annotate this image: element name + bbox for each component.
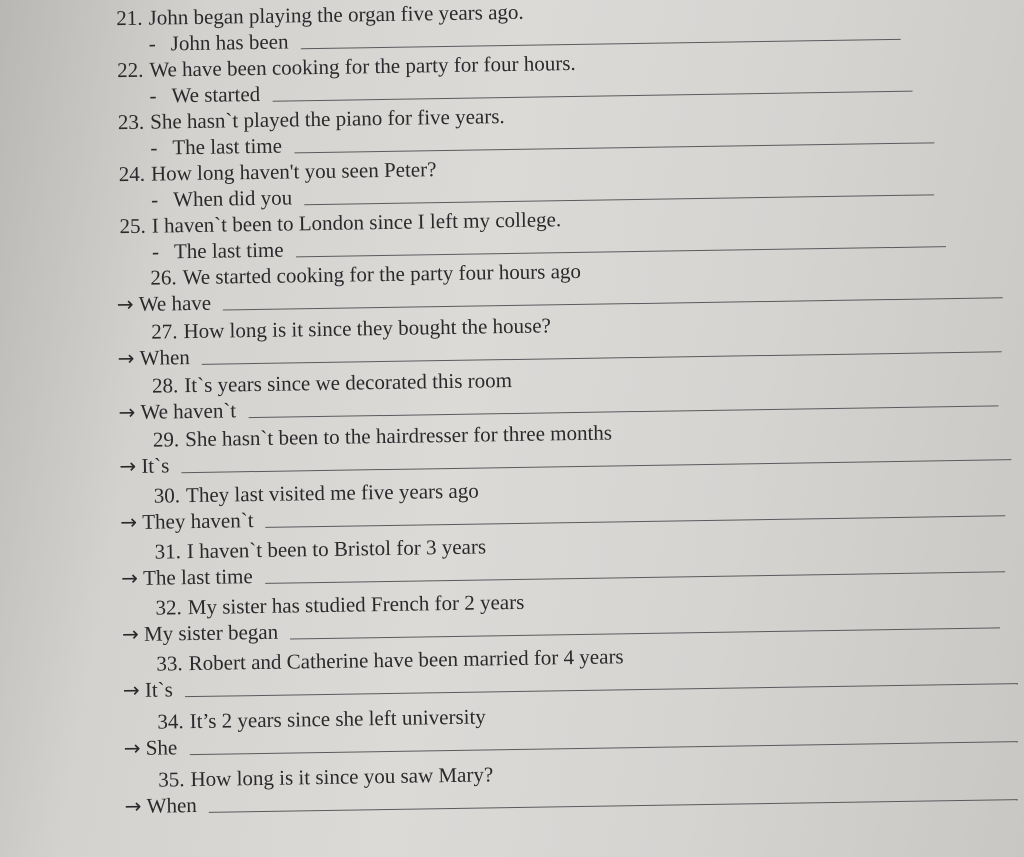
answer-blank-line[interactable] (185, 683, 1018, 697)
question-number: 24. (118, 161, 146, 187)
question-number: 30. (153, 483, 181, 508)
answer-blank-line[interactable] (189, 741, 1018, 755)
arrow-right-icon: → (121, 621, 139, 647)
question-number: 23. (117, 109, 145, 135)
dash-marker: - (150, 187, 159, 212)
question-21 (116, 0, 524, 30)
arrow-right-icon: → (122, 677, 140, 703)
question-sentence: We have been cooking for the party for four hours. (149, 50, 576, 82)
answer-prompt: We have (138, 290, 212, 316)
answer-blank-line[interactable] (209, 799, 1018, 813)
answer-blank-line[interactable] (202, 351, 1002, 365)
arrow-right-icon: → (123, 735, 141, 761)
question-number: 28. (151, 373, 179, 398)
question-sentence: We started cooking for the party four hours ago (182, 258, 582, 290)
question-sentence: How long is it since they bought the house? (183, 313, 552, 344)
question-sentence: My sister has studied French for 2 years (187, 589, 525, 620)
answer-blank-line[interactable] (301, 39, 901, 49)
question-24 (119, 157, 437, 186)
answer-prompt: It`s (141, 453, 170, 478)
answer-prompt: John has been (170, 29, 289, 56)
answer-prompt: My sister began (143, 619, 279, 646)
question-30 (154, 479, 479, 508)
dash-marker: - (150, 135, 158, 160)
question-number: 35. (158, 767, 185, 792)
answer-prompt: When (139, 345, 190, 370)
arrow-right-icon: → (117, 345, 135, 371)
answer-prompt: The last time (142, 564, 253, 590)
arrow-right-icon: → (120, 565, 139, 591)
question-sentence: I haven`t been to Bristol for 3 years (186, 534, 487, 564)
arrow-right-icon: → (120, 509, 138, 535)
answer-blank-line[interactable] (296, 246, 946, 257)
question-sentence: She hasn`t been to the hairdresser for three months (184, 420, 613, 452)
dash-marker: - (149, 83, 157, 108)
question-sentence: John began playing the organ five years ago. (148, 0, 524, 30)
answer-blank-line[interactable] (223, 297, 1003, 310)
question-number: 26. (150, 265, 177, 290)
answer-prompt: When did you (172, 185, 293, 212)
answer-blank-line[interactable] (181, 459, 1011, 473)
answer-prompt: When (146, 793, 198, 818)
arrow-right-icon: → (119, 453, 137, 479)
question-32 (155, 590, 524, 620)
answer-blank-line[interactable] (272, 91, 912, 102)
question-34 (157, 704, 486, 733)
question-number: 25. (119, 213, 147, 239)
answer-prompt: They haven`t (142, 508, 254, 534)
question-sentence: Robert and Catherine have been married for 4 years (188, 644, 624, 676)
answer-blank-line[interactable] (304, 194, 934, 205)
answer-prompt: The last time (172, 133, 283, 160)
answer-blank-line[interactable] (265, 571, 1005, 584)
dash-marker: - (151, 239, 160, 264)
answer-prompt: The last time (173, 237, 284, 264)
answer-prompt: We started (171, 81, 261, 108)
question-27 (151, 313, 551, 343)
question-number: 22. (116, 57, 144, 83)
question-number: 33. (156, 651, 183, 676)
answer-prompt: She (145, 735, 178, 760)
answer-blank-line[interactable] (290, 627, 1000, 639)
question-sentence: It’s 2 years since she left university (189, 704, 487, 734)
answer-prompt: We haven`t (140, 398, 237, 424)
question-number: 32. (155, 595, 182, 620)
question-sentence: They last visited me five years ago (185, 478, 479, 508)
arrow-right-icon: → (116, 291, 134, 317)
answer-blank-line[interactable] (266, 515, 1006, 528)
question-number: 31. (154, 539, 182, 564)
question-31 (154, 534, 486, 563)
arrow-right-icon: → (124, 793, 142, 819)
question-sentence: She hasn`t played the piano for five years. (149, 104, 505, 134)
question-sentence: I haven`t been to London since I left my college. (151, 207, 562, 238)
answer-blank-line[interactable] (248, 405, 998, 418)
arrow-right-icon: → (118, 399, 136, 425)
question-28 (152, 368, 512, 398)
question-number: 34. (157, 709, 184, 734)
question-sentence: How long is it since you saw Mary? (190, 762, 494, 792)
question-number: 29. (152, 427, 180, 452)
question-35 (158, 762, 493, 791)
question-number: 27. (151, 319, 178, 344)
answer-prompt: It`s (144, 677, 174, 702)
question-number: 21. (116, 5, 143, 31)
question-sentence: It`s years since we decorated this room (184, 368, 513, 398)
dash-marker: - (148, 31, 156, 56)
answer-blank-line[interactable] (294, 142, 934, 153)
question-sentence: How long haven't you seen Peter? (150, 157, 437, 186)
question-23 (118, 104, 505, 134)
